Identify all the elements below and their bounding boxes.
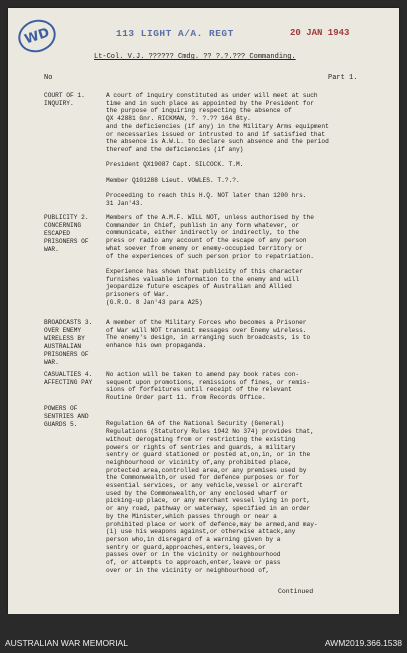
continued-label: Continued xyxy=(278,588,314,595)
section-heading: BROADCASTS 3. OVER ENEMY WIRELESS BY AUSTRALIAN PRISONERS OF WAR. xyxy=(44,319,93,366)
part-label: Part 1. xyxy=(328,74,358,82)
footer-accession: AWM2019.366.1538 xyxy=(324,638,402,648)
section-heading: POWERS OF SENTRIES AND GUARDS 5. xyxy=(44,405,89,428)
number-label: No xyxy=(44,74,53,82)
section-heading: PUBLICITY 2. CONCERNING ESCAPED PRISONERS OF WAR. xyxy=(44,214,89,253)
section-body: A court of inquiry constituted as under will meet at such time and in such place as appointed by the President for the purpose of inquiring respecting the absence of QX 42881 Gnr. RICKMAN, ?. ?.?? 164 Bty. and the deficiencies (if any) in the Military Arms equipment or necessaries issued or intrusted to and if satisfied that the absence is A.W.L. to declare such absence and the period thereof and the deficiencies (if any) President QX19087 Capt. SILCOCK. T.M. Member Q101288 Lieut. VOWLES. T.?.?. Proceeding to reach this H.Q. NOT later than 1200 hrs. 31 Jan'43. xyxy=(106,92,329,207)
section-body: A member of the Military Forces who becomes a Prisoner of War will NOT transmit messages over Enemy wireless. The enemy's design, in arranging such broadcasts, is to enhance his own propaganda. xyxy=(106,319,311,350)
document-header: Lt-Col. V.J. ?????? Cmdg. ?? ?.?.??? Commanding. xyxy=(94,53,296,61)
number-line xyxy=(44,74,52,82)
document-page xyxy=(8,8,399,614)
section-heading: COURT OF 1. INQUIRY. xyxy=(44,92,85,107)
footer-bar xyxy=(0,614,407,653)
section-body: No action will be taken to amend pay book rates con- sequent upon promotions, remissions of fines, or remis- sions of forfeitures until receipt of the relevant Routine Order part 11. from Records Office. xyxy=(106,371,311,402)
unit-stamp: 113 LIGHT A/A. REGT xyxy=(116,28,234,39)
section-body: Regulation 6A of the National Security (General) Regulations (Statutory Rules 1942 No 374) provides that, without derogating from or restricting the existing powers or rights of sentries and guards, a military sentry or guard stationed or posted at,on,in, or in the neighbourhood or vicinity of,any prohibited place, protected area,controlled area,or any premises used by the Commonwealth,or used for defence purposes or for essential services, or any vehicle,vessel or aircraft used by the Commonwealth,or any enclosed wharf or picking-up place, or any merchant vessel lying in port, or any road, pathway or waterway, specified in an order by the Minister,which passes through or near a prohibited place or work of defence,may be armed,and may- (i) use his weapons against,or otherwise attack,any person who,in disregard of a warning given by a sentry or guard,approaches,enters,leaves,or passes over or in the vicinity or neighbourhood of, or attempts to approach,enter,leave or pass over or in the vicinity or neighbourhood of, xyxy=(106,420,318,574)
footer-source: AUSTRALIAN WAR MEMORIAL xyxy=(5,638,128,648)
section-heading: CASUALTIES 4. AFFECTING PAY xyxy=(44,371,93,386)
initials-stamp: WD xyxy=(14,15,60,57)
date-stamp: 20 JAN 1943 xyxy=(290,28,350,38)
section-body: Members of the A.M.F. WILL NOT, unless authorised by the Commander in Chief, publish in any form whatever, or communicate, either indirectly or indirectly, to the press or radio any account of the escape of any person what soever from enemy or enemy-occupied territory or of the experiences of such person prior to repatriation. Experience has shown that publicity of this character furnishes valuable information to the enemy and will jeopardize future escapes of Australian and Allied prisoners of War. (G.R.O. 8 Jan'43 para A25) xyxy=(106,214,314,306)
